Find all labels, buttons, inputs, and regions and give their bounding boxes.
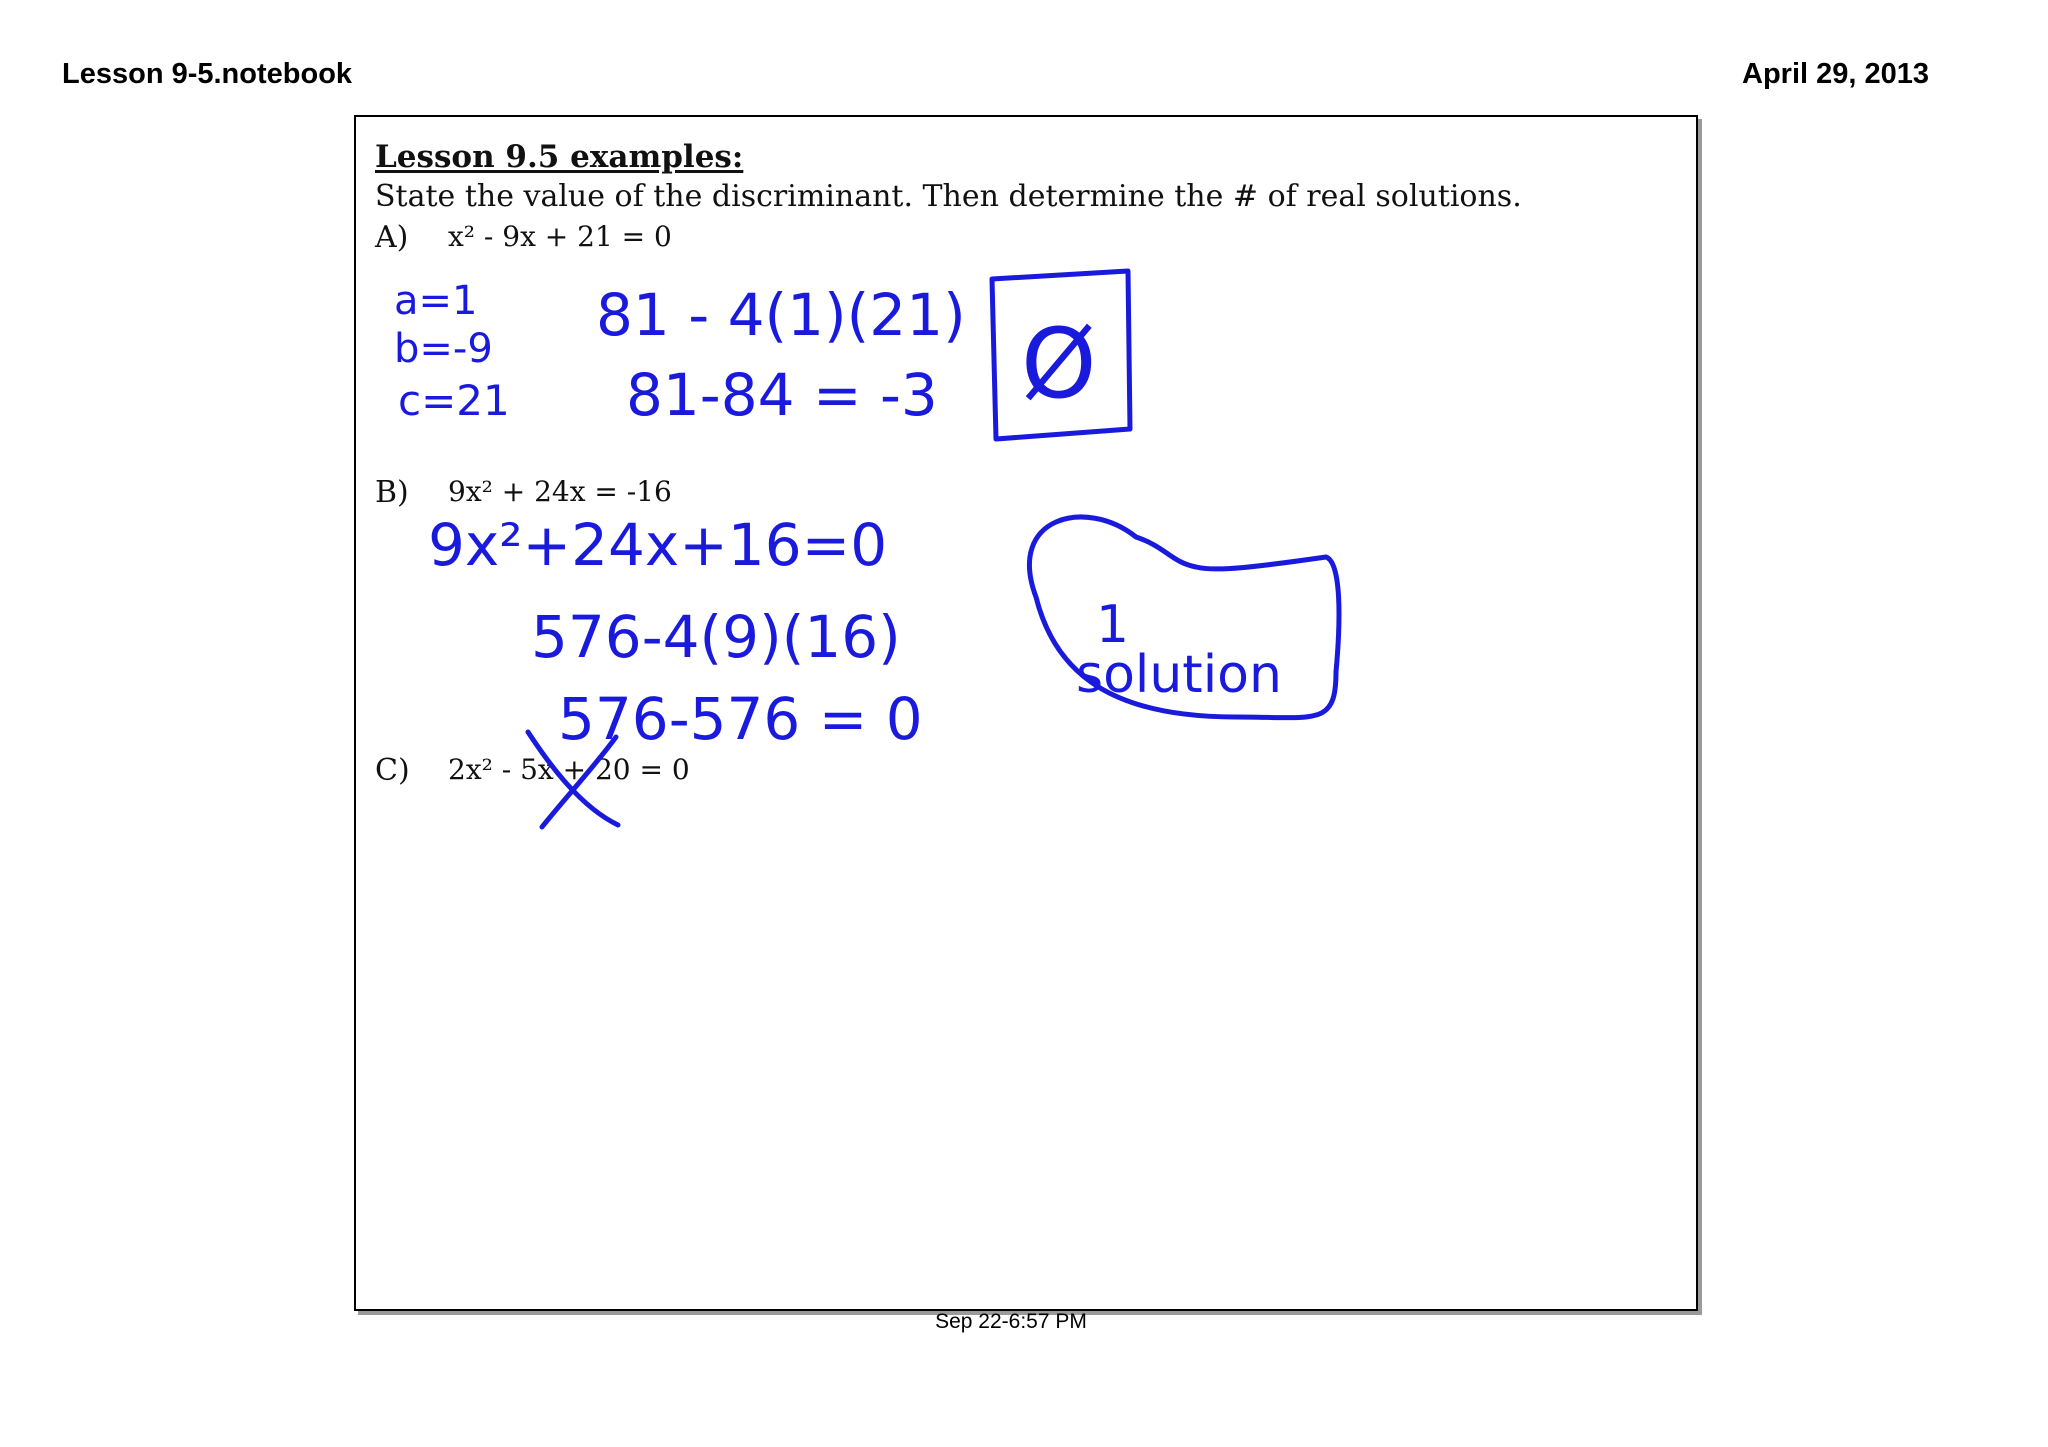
notebook-date: April 29, 2013	[1742, 58, 1929, 90]
hw-b-answer-word: solution	[1076, 645, 1282, 705]
instruction-text: State the value of the discriminant. Then determine the # of real solutions.	[375, 179, 1522, 214]
problem-a-label: A)	[375, 220, 409, 255]
notebook-page	[354, 115, 1698, 1311]
problem-b-equation: 9x² + 24x = -16	[448, 475, 672, 508]
problem-a-equation: x² - 9x + 21 = 0	[448, 220, 672, 253]
hw-a-coef-b: b=-9	[394, 326, 493, 372]
hw-a-answer-empty-set: Ø	[1021, 308, 1097, 420]
notebook-file-name: Lesson 9-5.notebook	[62, 58, 353, 90]
problem-c-label: C)	[375, 753, 410, 788]
hw-a-step1: 81 - 4(1)(21)	[596, 281, 966, 349]
hw-a-step2: 81-84 = -3	[626, 361, 938, 429]
hw-a-coef-c: c=21	[398, 376, 510, 425]
hw-b-step3: 576-576 = 0	[558, 685, 923, 753]
problem-b-label: B)	[375, 475, 409, 510]
hw-b-answer-number: 1	[1096, 595, 1130, 655]
hw-b-step1: 9x²+24x+16=0	[428, 511, 888, 579]
hw-b-step2: 576-4(9)(16)	[531, 603, 901, 671]
hw-a-coef-a: a=1	[394, 278, 478, 324]
page-timestamp: Sep 22-6:57 PM	[935, 1310, 1087, 1333]
lesson-title: Lesson 9.5 examples:	[375, 139, 744, 175]
problem-c-equation: 2x² - 5x + 20 = 0	[448, 753, 690, 786]
handwriting-layer	[356, 117, 1696, 1309]
